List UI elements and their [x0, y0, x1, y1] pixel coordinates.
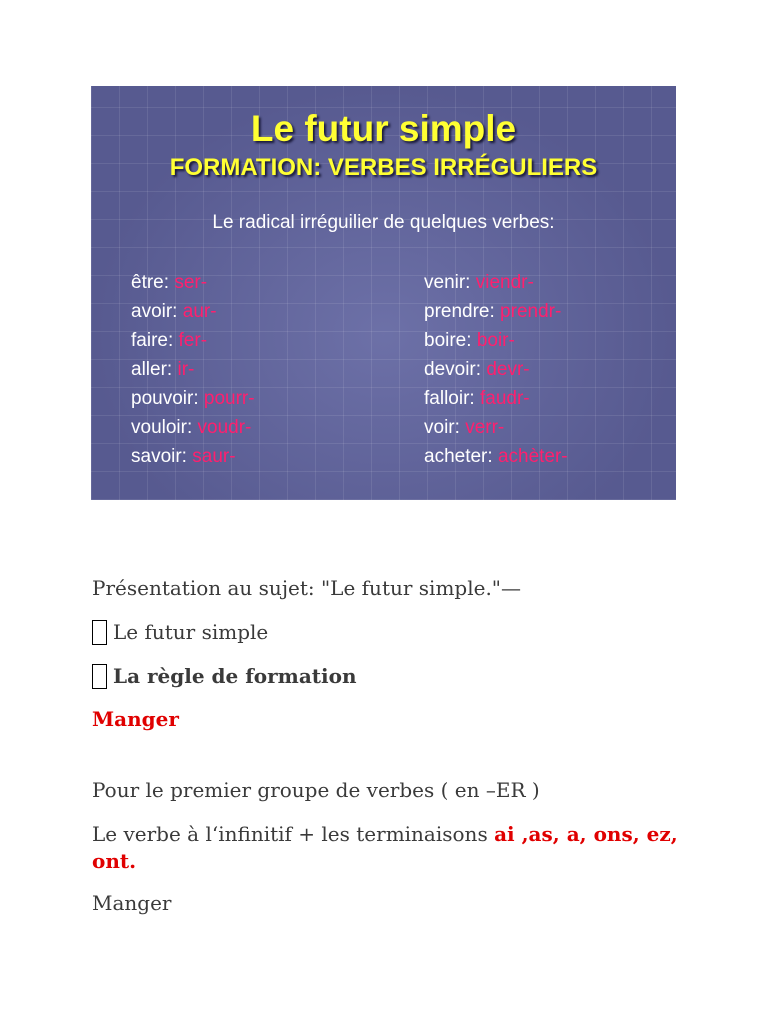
verb-infinitive: pouvoir: [131, 388, 204, 409]
section-heading: Manger [92, 707, 179, 731]
verb-stem: ir- [177, 359, 195, 380]
verb-row [131, 384, 255, 413]
slide-subtitle: FORMATION: VERBES IRRÉGULIERS [169, 154, 598, 181]
verb-row [424, 326, 568, 355]
list-item [92, 663, 357, 690]
verb-row [131, 326, 255, 355]
verb-infinitive: aller: [131, 359, 178, 380]
verb-infinitive: faire: [131, 330, 179, 351]
verb-stem: achèter- [497, 446, 568, 467]
verb-stem: pourr- [203, 388, 255, 409]
verb-row [424, 413, 568, 442]
verb-infinitive: savoir: [131, 446, 193, 467]
verb-row [424, 268, 568, 297]
verb-row [424, 442, 568, 471]
verb-infinitive: venir: [424, 272, 476, 293]
verb-row [131, 297, 255, 326]
verb-stem: devr- [486, 359, 530, 380]
verb-list-right [424, 268, 568, 471]
verb-stem: aur- [182, 301, 217, 322]
verb-row [131, 413, 255, 442]
verb-stem: ser- [174, 272, 208, 293]
verb-infinitive: avoir: [131, 301, 183, 322]
verb-stem: fer- [178, 330, 208, 351]
verb-row [131, 355, 255, 384]
verb-infinitive: falloir: [424, 388, 480, 409]
paragraph-manger: Manger [92, 891, 172, 915]
rule-endings: ai ,as, a, ons, ez, ont. [92, 822, 678, 873]
list-item-label: Le futur simple [113, 620, 269, 644]
list-item [92, 619, 268, 646]
rule-prefix: Le verbe à l‘infinitif + les terminaisons [92, 822, 495, 846]
verb-row [131, 268, 255, 297]
list-item-label: La règle de formation [113, 664, 357, 688]
presentation-line: Présentation au sujet: "Le futur simple."— [92, 576, 521, 600]
verb-infinitive: vouloir: [131, 417, 198, 438]
verb-infinitive: prendre: [424, 301, 501, 322]
verb-stem: verr- [465, 417, 505, 438]
checkbox-icon [92, 620, 107, 645]
checkbox-icon [92, 664, 107, 689]
verb-infinitive: acheter: [424, 446, 498, 467]
verb-infinitive: voir: [424, 417, 466, 438]
verb-row [424, 384, 568, 413]
verb-infinitive: boire: [424, 330, 477, 351]
verb-list-left [131, 268, 255, 471]
verb-stem: saur- [192, 446, 236, 467]
verb-stem: faudr- [479, 388, 530, 409]
verb-stem: viendr- [475, 272, 534, 293]
paragraph-rule [92, 821, 682, 875]
verb-row [131, 442, 255, 471]
verb-stem: voudr- [197, 417, 252, 438]
verb-infinitive: devoir: [424, 359, 487, 380]
verb-stem: boir- [476, 330, 515, 351]
slide-image [91, 86, 676, 500]
verb-row [424, 297, 568, 326]
slide-intro: Le radical irréguilier de quelques verbes: [212, 212, 555, 233]
paragraph-premier-groupe: Pour le premier groupe de verbes ( en –ER ) [92, 778, 540, 802]
verb-stem: prendr- [500, 301, 562, 322]
verb-row [424, 355, 568, 384]
slide-title: Le futur simple [250, 108, 517, 149]
verb-infinitive: être: [131, 272, 175, 293]
